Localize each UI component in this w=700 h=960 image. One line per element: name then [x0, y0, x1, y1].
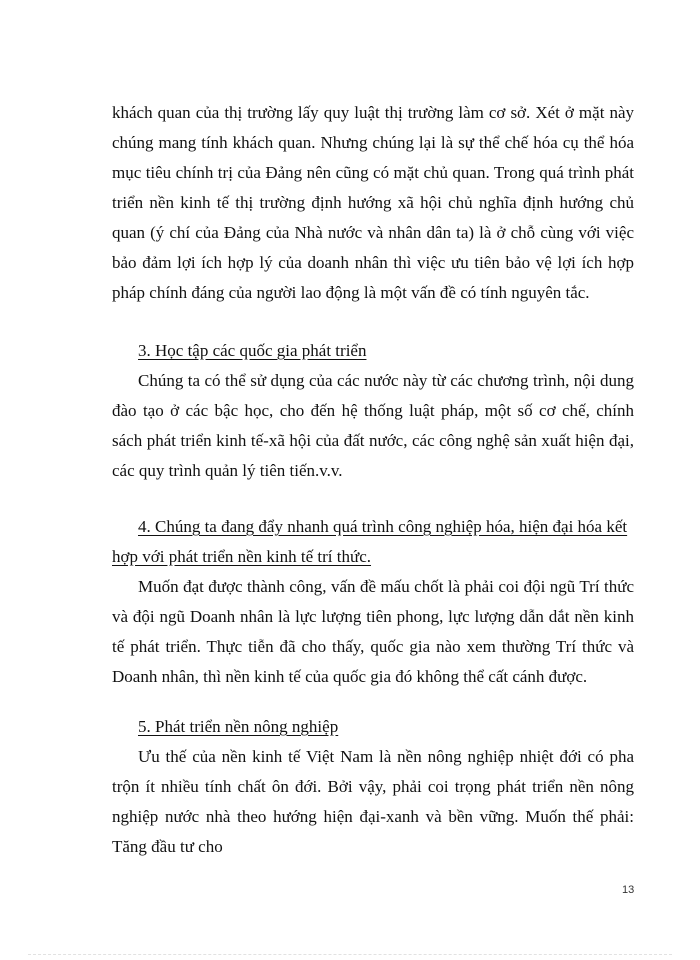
section-3 — [112, 336, 634, 486]
section-3-heading — [112, 336, 634, 366]
section-3-body: Chúng ta có thể sử dụng của các nước này từ các chương trình, nội dung đào tạo ở các bậc học, cho đến hệ thống luật pháp, một số cơ chế, chính sách phát triển kinh tế-xã hội của đất nước, các công nghệ sản xuất hiện đại, các quy trình quản lý tiên tiến.v.v. — [112, 371, 634, 480]
section-5-heading-text: 5. Phát triển nền nông nghiệp — [138, 717, 339, 736]
section-5-body: Ưu thế của nền kinh tế Việt Nam là nền nông nghiệp nhiệt đới có pha trộn ít nhiều tính chất ôn đới. Bởi vậy, phải coi trọng phát triển nền nông nghiệp nước nhà theo hướng hiện đại-xanh và bền vững. Muốn thế phải: Tăng đầu tư cho — [112, 747, 634, 856]
intro-block — [112, 98, 634, 308]
section-5-heading — [112, 712, 634, 742]
page-number: 13 — [622, 884, 635, 896]
page-bottom-divider — [28, 954, 672, 955]
section-4-heading-text: 4. Chúng ta đang đẩy nhanh quá trình công nghiệp hóa, hiện đại hóa kết hợp với phát triển nền kinh tế trí thức. — [112, 517, 628, 566]
section-3-heading-text: 3. Học tập các quốc gia phát triển — [138, 341, 367, 360]
section-4 — [112, 512, 634, 692]
section-5 — [112, 712, 634, 862]
section-4-body: Muốn đạt được thành công, vấn đề mấu chốt là phải coi đội ngũ Trí thức và đội ngũ Doanh nhân là lực lượng tiên phong, lực lượng dẫn dắt nền kinh tế phát triển. Thực tiễn đã cho thấy, quốc gia nào xem thường Trí thức và Doanh nhân, thì nền kinh tế của quốc gia đó không thể cất cánh được. — [112, 577, 634, 686]
intro-paragraph: khách quan của thị trường lấy quy luật thị trường làm cơ sở. Xét ở mặt này chúng mang tính khách quan. Nhưng chúng lại là sự thể chế hóa cụ thể hóa mục tiêu chính trị của Đảng nên cũng có mặt chủ quan. Trong quá trình phát triển nền kinh tế thị trường định hướng xã hội chủ nghĩa định hướng chủ quan (ý chí của Đảng của Nhà nước và nhân dân ta) là ở chỗ cùng với việc bảo đảm lợi ích hợp lý của doanh nhân thì việc ưu tiên bảo vệ lợi ích hợp pháp chính đáng của người lao động là một vấn đề có tính nguyên tắc. — [112, 103, 634, 302]
section-4-heading — [112, 512, 634, 572]
